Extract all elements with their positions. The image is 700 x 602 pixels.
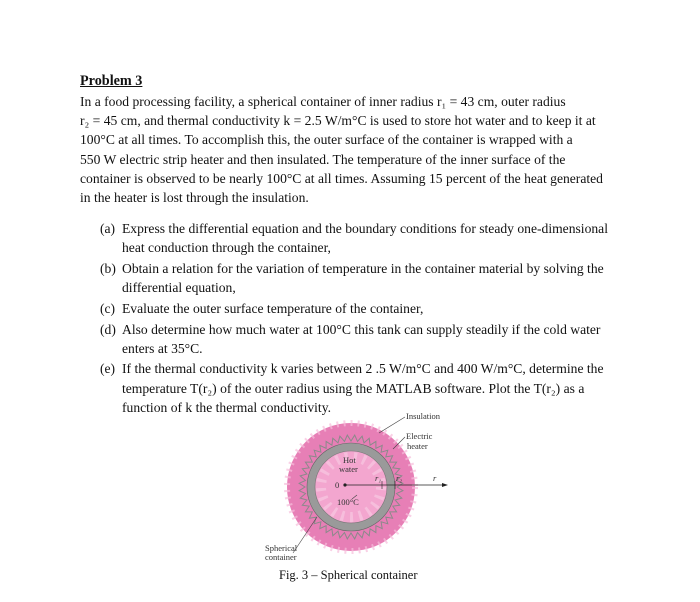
spherical-container-figure <box>255 405 485 585</box>
hot-water-label-line2: water <box>339 464 358 474</box>
intro-line: r₂ = 45 cm, and thermal conductivity k = 2.5 W/m°C is used to store hot water and to keep it at <box>80 113 596 129</box>
insulation-leader <box>379 417 405 433</box>
part-label: (a) <box>100 221 116 236</box>
electric-heater-label-line1: Electric <box>406 431 433 441</box>
part-line: Obtain a relation for the variation of temperature in the container material by solving the <box>122 260 604 276</box>
intro-line: 100°C at all times. To accomplish this, the outer surface of the container is wrapped with a <box>80 132 573 148</box>
spherical-container-label-line1: Spherical <box>265 543 298 553</box>
r-axis-label: r <box>433 473 437 483</box>
spherical-container-label-line2: container <box>265 552 297 562</box>
insulation-label: Insulation <box>406 411 440 421</box>
intro-line: In a food processing facility, a spherical container of inner radius r₁ = 43 cm, outer radius <box>80 94 566 109</box>
part-line: function of k the thermal conductivity. <box>122 399 332 415</box>
part-line: Evaluate the outer surface temperature of the container, <box>122 300 424 316</box>
part-c <box>100 299 640 318</box>
part-d <box>100 320 640 358</box>
part-label: (d) <box>100 321 116 337</box>
intro-line: 550 W electric strip heater and then insulated. The temperature of the inner surface of the <box>80 151 566 167</box>
part-label: (c) <box>100 300 116 316</box>
part-a <box>100 219 640 257</box>
hot-water-label-line1: Hot <box>343 455 356 465</box>
intro-line: container is observed to be nearly 100°C at all times. Assuming 15 percent of the heat generated <box>80 170 603 186</box>
problem-parts <box>100 219 640 419</box>
radial-axis-arrow <box>442 483 448 487</box>
r1-label: r₁ <box>375 473 382 483</box>
part-line: differential equation, <box>122 280 236 296</box>
intro-line: in the heater is lost through the insulation. <box>80 190 309 206</box>
temperature-label: 100°C <box>337 497 359 507</box>
part-line: enters at 35°C. <box>122 340 203 356</box>
part-line: temperature T(r₂) of the outer radius using the MATLAB software. Plot the T(r₂) as a <box>122 380 585 396</box>
part-line: Also determine how much water at 100°C this tank can supply steadily if the cold water <box>122 321 601 337</box>
problem-title: Problem 3 <box>80 73 143 89</box>
problem-statement <box>80 92 640 207</box>
figure-caption: Fig. 3 – Spherical container <box>279 568 418 582</box>
part-line: heat conduction through the container, <box>122 240 331 256</box>
part-label: (b) <box>100 260 116 276</box>
origin-label: 0 <box>335 480 340 490</box>
electric-heater-label-line2: heater <box>407 441 428 451</box>
part-label: (e) <box>100 361 116 377</box>
r2-label: r₂ <box>396 473 403 483</box>
part-b <box>100 259 640 297</box>
part-line: If the thermal conductivity k varies between 2 .5 W/m°C and 400 W/m°C, determine the <box>122 361 604 377</box>
part-line: Express the differential equation and the boundary conditions for steady one-dimensional <box>122 221 608 236</box>
